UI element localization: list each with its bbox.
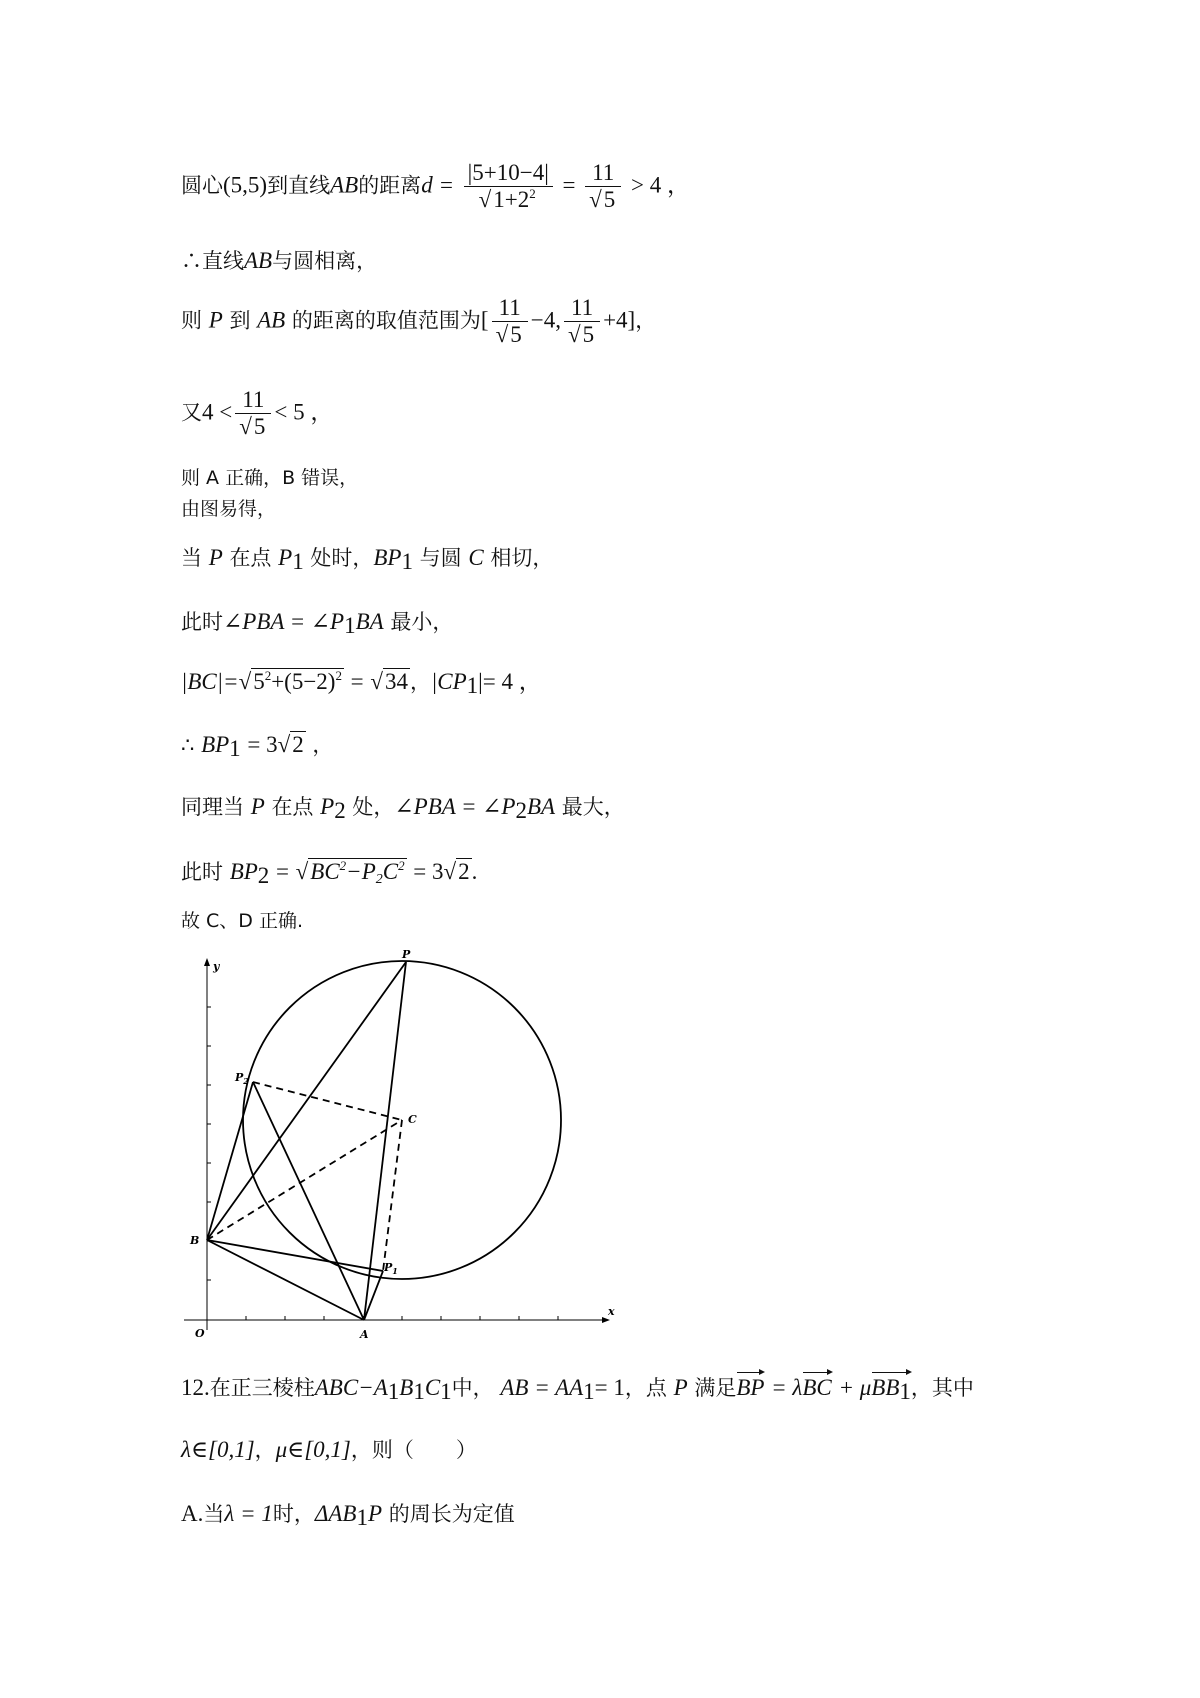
- label-p1: $P_1$: [384, 1261, 398, 1276]
- line-a-correct: 则 A 正确，B 错误，: [181, 467, 359, 489]
- segment-p2c: [253, 1082, 402, 1120]
- label-x: x: [608, 1305, 615, 1318]
- fraction-distance: $\frac{|5+10-4|}{√1+2^2}$: [464, 160, 553, 214]
- line-distance-range: 则 P 到 AB 的距离的取值范围为[ $\frac{11}{√5}$ −4, $\frac{11}{√5}$ +4]，: [181, 295, 657, 348]
- line-bp2-value: 此时 $BP_2 = √BC^2-P_2C^2 = 3√2$.: [181, 858, 478, 888]
- segment-bp2: [207, 1082, 253, 1240]
- segment-cp1: [383, 1120, 402, 1271]
- line-bounds: 又4 < $\frac{11}{√5}$ < 5 ，: [181, 387, 334, 440]
- y-axis-arrow: [204, 958, 210, 966]
- label-o: O: [195, 1327, 205, 1340]
- line-tangent-p1: 当 P 在点 $P_1$ 处时，$BP_1$ 与圆 C 相切，: [181, 545, 554, 574]
- line-bc-length: $|BC|=√5^2+(5-2)^2 = √34$，$|CP_1|= 4$ ，: [181, 668, 542, 698]
- line-bp1-value: ∴ $BP_1 = 3√2$ ，: [181, 732, 334, 761]
- question-12-option-a: A.当λ = 1时，$\Delta AB_1P$ 的周长为定值: [181, 1501, 515, 1530]
- label-p: P: [402, 950, 411, 961]
- label-a: A: [360, 1328, 369, 1341]
- line-cd-correct: 故 C、D 正确.: [181, 910, 304, 932]
- segment-bp1: [207, 1240, 383, 1271]
- label-c: C: [408, 1113, 417, 1126]
- question-12-line1: 12.在正三棱柱$ABC-A_1B_1C_1$中， AB = $AA_1= 1$，点 P 满足BP = λBC + μBB$_1$，其中: [181, 1375, 974, 1404]
- segment-ba: [207, 1240, 364, 1320]
- line-angle-min: 此时∠PBA = $\angle P_1BA$ 最小，: [181, 609, 454, 638]
- label-p2: $P_2$: [235, 1071, 249, 1086]
- fraction-11-root5: $\frac{11}{√5}$: [585, 160, 621, 214]
- label-y: y: [213, 960, 220, 973]
- line-from-figure: 由图易得，: [181, 498, 277, 520]
- line-angle-max: 同理当 P 在点 $P_2$ 处，∠PBA = $\angle P_2BA$ 最大，: [181, 794, 625, 823]
- label-b: B: [190, 1234, 200, 1247]
- line-separate: ∴直线AB与圆相离，: [181, 248, 378, 273]
- x-ticks: [246, 1316, 558, 1320]
- question-12-line2: λ∈[0,1]，μ∈[0,1]，则（ ）: [181, 1437, 477, 1462]
- line-center-distance: 圆心(5,5)到直线AB的距离d = $\frac{|5+10-4|}{√1+2^2}$ = $\frac{11}{√5}$ > 4 ，: [181, 160, 690, 213]
- geometry-figure: [180, 950, 620, 1350]
